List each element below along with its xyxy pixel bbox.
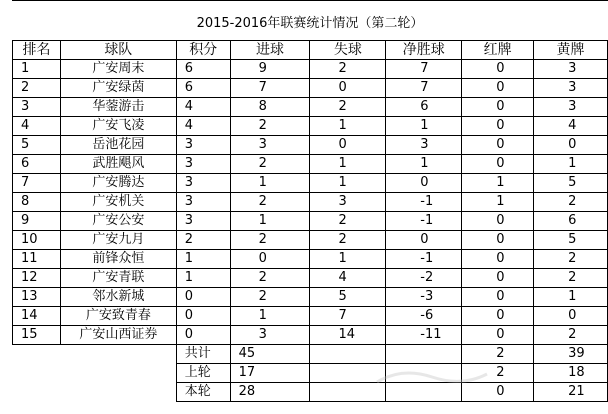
cell-points[interactable]: 4 (176, 98, 230, 117)
cell-rank[interactable]: 8 (13, 193, 61, 212)
empty-cell[interactable] (60, 364, 176, 383)
cell-goals-against[interactable]: 1 (310, 250, 386, 269)
cell-goal-diff[interactable]: -1 (386, 250, 462, 269)
cell-goals-for[interactable]: 3 (230, 136, 310, 155)
cell-goals-for[interactable]: 7 (230, 79, 310, 98)
cell-points[interactable]: 6 (176, 79, 230, 98)
cell-red-cards[interactable]: 0 (462, 60, 534, 79)
cell-goals-for[interactable]: 1 (230, 174, 310, 193)
cell-red-cards[interactable]: 0 (462, 288, 534, 307)
table-row (13, 174, 608, 193)
cell-points[interactable]: 0 (176, 307, 230, 326)
summary-label[interactable]: 上轮 (176, 364, 230, 383)
cell-points[interactable]: 3 (176, 174, 230, 193)
cell-red-cards[interactable]: 0 (462, 117, 534, 136)
cell-points[interactable]: 0 (176, 288, 230, 307)
cell-yellow-cards[interactable]: 0 (534, 136, 608, 155)
table-row (13, 231, 608, 250)
cell-goal-diff[interactable]: -3 (386, 288, 462, 307)
cell-goal-diff[interactable]: 7 (386, 60, 462, 79)
cell-points[interactable]: 4 (176, 117, 230, 136)
cell-yellow-cards[interactable]: 3 (534, 79, 608, 98)
summary-row (13, 345, 608, 364)
empty-cell[interactable] (60, 383, 176, 402)
cell-yellow-cards[interactable]: 3 (534, 98, 608, 117)
cell-goals-against[interactable]: 2 (310, 98, 386, 117)
cell-rank[interactable]: 14 (13, 307, 61, 326)
cell-red-cards[interactable]: 0 (462, 212, 534, 231)
cell-goals-against[interactable]: 1 (310, 117, 386, 136)
cell-red-cards[interactable]: 1 (462, 193, 534, 212)
cell-red-cards[interactable]: 0 (462, 98, 534, 117)
cell-yellow-cards[interactable]: 1 (534, 288, 608, 307)
cell-points[interactable]: 3 (176, 193, 230, 212)
cell-goals-for[interactable]: 0 (230, 250, 310, 269)
cell-rank[interactable]: 6 (13, 155, 61, 174)
header-goal-diff[interactable]: 净胜球 (386, 41, 462, 60)
cell-goal-diff[interactable]: -6 (386, 307, 462, 326)
cell-goal-diff[interactable]: -11 (386, 326, 462, 345)
summary-goals[interactable]: 28 (230, 383, 310, 402)
summary-red-cards[interactable]: 2 (462, 345, 534, 364)
cell-rank[interactable]: 2 (13, 79, 61, 98)
header-rank[interactable]: 排名 (13, 41, 61, 60)
summary-label[interactable]: 本轮 (176, 383, 230, 402)
cell-yellow-cards[interactable]: 2 (534, 269, 608, 288)
table-row (13, 98, 608, 117)
cell-goals-for[interactable]: 2 (230, 231, 310, 250)
cell-goals-for[interactable]: 3 (230, 326, 310, 345)
cell-rank[interactable]: 12 (13, 269, 61, 288)
cell-rank[interactable]: 4 (13, 117, 61, 136)
cell-team[interactable]: 广安青联 (60, 269, 176, 288)
cell-goals-against[interactable]: 7 (310, 307, 386, 326)
cell-red-cards[interactable]: 0 (462, 231, 534, 250)
cell-goals-for[interactable]: 1 (230, 307, 310, 326)
cell-yellow-cards[interactable]: 2 (534, 326, 608, 345)
cell-goals-for[interactable]: 1 (230, 212, 310, 231)
cell-goals-for[interactable]: 8 (230, 98, 310, 117)
cell-rank[interactable]: 13 (13, 288, 61, 307)
sheet-title[interactable]: 2015-2016年联赛统计情况（第二轮） (12, 0, 608, 41)
cell-goal-diff[interactable]: 7 (386, 79, 462, 98)
cell-team[interactable]: 岳池花园 (60, 136, 176, 155)
cell-goals-against[interactable]: 0 (310, 136, 386, 155)
table-row (13, 117, 608, 136)
cell-rank[interactable]: 1 (13, 60, 61, 79)
cell-points[interactable]: 3 (176, 136, 230, 155)
cell-red-cards[interactable]: 0 (462, 155, 534, 174)
summary-red-cards[interactable]: 2 (462, 364, 534, 383)
cell-team[interactable]: 广安飞凌 (60, 117, 176, 136)
cell-team[interactable]: 前锋众恒 (60, 250, 176, 269)
empty-cell[interactable] (13, 383, 61, 402)
cell-red-cards[interactable]: 0 (462, 136, 534, 155)
summary-row (13, 364, 608, 383)
empty-cell[interactable] (386, 345, 462, 364)
cell-goal-diff[interactable]: 0 (386, 231, 462, 250)
cell-team[interactable]: 广安绿茵 (60, 79, 176, 98)
cell-goals-against[interactable]: 0 (310, 79, 386, 98)
table-row (13, 155, 608, 174)
table-row (13, 79, 608, 98)
table-row (13, 212, 608, 231)
cell-red-cards[interactable]: 0 (462, 79, 534, 98)
cell-team[interactable]: 华蓥游击 (60, 98, 176, 117)
cell-rank[interactable]: 7 (13, 174, 61, 193)
table-row (13, 136, 608, 155)
cell-team[interactable]: 广安机关 (60, 193, 176, 212)
cell-goals-against[interactable]: 4 (310, 269, 386, 288)
summary-label[interactable]: 共计 (176, 345, 230, 364)
cell-goal-diff[interactable]: 1 (386, 117, 462, 136)
table-row (13, 307, 608, 326)
cell-yellow-cards[interactable]: 5 (534, 231, 608, 250)
cell-rank[interactable]: 3 (13, 98, 61, 117)
cell-points[interactable]: 3 (176, 212, 230, 231)
summary-yellow-cards[interactable]: 18 (534, 364, 608, 383)
cell-rank[interactable]: 10 (13, 231, 61, 250)
cell-goals-for[interactable]: 2 (230, 288, 310, 307)
cell-points[interactable]: 6 (176, 60, 230, 79)
cell-goals-against[interactable]: 2 (310, 212, 386, 231)
cell-yellow-cards[interactable]: 2 (534, 250, 608, 269)
header-goals-against[interactable]: 失球 (310, 41, 386, 60)
cell-goal-diff[interactable]: 6 (386, 98, 462, 117)
cell-goals-for[interactable]: 2 (230, 155, 310, 174)
cell-yellow-cards[interactable]: 3 (534, 60, 608, 79)
cell-goals-for[interactable]: 2 (230, 269, 310, 288)
cell-red-cards[interactable]: 0 (462, 269, 534, 288)
cell-goals-against[interactable]: 1 (310, 174, 386, 193)
cell-team[interactable]: 广安致青春 (60, 307, 176, 326)
cell-team[interactable]: 广安公安 (60, 212, 176, 231)
cell-goal-diff[interactable]: 0 (386, 174, 462, 193)
cell-rank[interactable]: 11 (13, 250, 61, 269)
cell-points[interactable]: 0 (176, 326, 230, 345)
cell-goal-diff[interactable]: -2 (386, 269, 462, 288)
empty-cell[interactable] (13, 345, 61, 364)
cell-goal-diff[interactable]: 1 (386, 155, 462, 174)
watermark-logo (372, 362, 492, 392)
cell-goal-diff[interactable]: -1 (386, 212, 462, 231)
cell-goals-against[interactable]: 5 (310, 288, 386, 307)
header-yellow-cards[interactable]: 黄牌 (534, 41, 608, 60)
cell-team[interactable]: 广安周末 (60, 60, 176, 79)
table-row (13, 288, 608, 307)
cell-yellow-cards[interactable]: 5 (534, 174, 608, 193)
cell-goal-diff[interactable]: 3 (386, 136, 462, 155)
cell-goals-against[interactable]: 3 (310, 193, 386, 212)
table-row (13, 326, 608, 345)
cell-red-cards[interactable]: 0 (462, 250, 534, 269)
empty-cell[interactable] (60, 345, 176, 364)
header-goals-for[interactable]: 进球 (230, 41, 310, 60)
cell-goals-for[interactable]: 9 (230, 60, 310, 79)
cell-team[interactable]: 广安九月 (60, 231, 176, 250)
standings-table (12, 40, 608, 402)
header-team[interactable]: 球队 (60, 41, 176, 60)
cell-team[interactable]: 武胜飓风 (60, 155, 176, 174)
cell-yellow-cards[interactable]: 6 (534, 212, 608, 231)
cell-team[interactable]: 广安山西证券 (60, 326, 176, 345)
cell-goals-against[interactable]: 14 (310, 326, 386, 345)
cell-yellow-cards[interactable]: 0 (534, 307, 608, 326)
cell-yellow-cards[interactable]: 1 (534, 155, 608, 174)
summary-red-cards[interactable]: 0 (462, 383, 534, 402)
cell-yellow-cards[interactable]: 4 (534, 117, 608, 136)
summary-row (13, 383, 608, 402)
table-row (13, 60, 608, 79)
summary-yellow-cards[interactable]: 39 (534, 345, 608, 364)
summary-goals[interactable]: 17 (230, 364, 310, 383)
cell-goals-against[interactable]: 1 (310, 155, 386, 174)
cell-team[interactable]: 广安腾达 (60, 174, 176, 193)
table-row (13, 269, 608, 288)
cell-goal-diff[interactable]: -1 (386, 193, 462, 212)
cell-red-cards[interactable]: 0 (462, 326, 534, 345)
cell-goals-for[interactable]: 2 (230, 117, 310, 136)
cell-points[interactable]: 1 (176, 250, 230, 269)
cell-team[interactable]: 邻水新城 (60, 288, 176, 307)
empty-cell[interactable] (13, 364, 61, 383)
summary-goals[interactable]: 45 (230, 345, 310, 364)
cell-rank[interactable]: 15 (13, 326, 61, 345)
cell-red-cards[interactable]: 0 (462, 307, 534, 326)
cell-rank[interactable]: 9 (13, 212, 61, 231)
cell-yellow-cards[interactable]: 2 (534, 193, 608, 212)
table-row (13, 193, 608, 212)
header-row (13, 41, 608, 60)
cell-points[interactable]: 2 (176, 231, 230, 250)
header-points[interactable]: 积分 (176, 41, 230, 60)
empty-cell[interactable] (310, 345, 386, 364)
cell-points[interactable]: 1 (176, 269, 230, 288)
table-row (13, 250, 608, 269)
cell-goals-against[interactable]: 2 (310, 231, 386, 250)
cell-goals-for[interactable]: 2 (230, 193, 310, 212)
cell-red-cards[interactable]: 1 (462, 174, 534, 193)
cell-goals-against[interactable]: 2 (310, 60, 386, 79)
header-red-cards[interactable]: 红牌 (462, 41, 534, 60)
cell-rank[interactable]: 5 (13, 136, 61, 155)
summary-yellow-cards[interactable]: 21 (534, 383, 608, 402)
cell-points[interactable]: 3 (176, 155, 230, 174)
